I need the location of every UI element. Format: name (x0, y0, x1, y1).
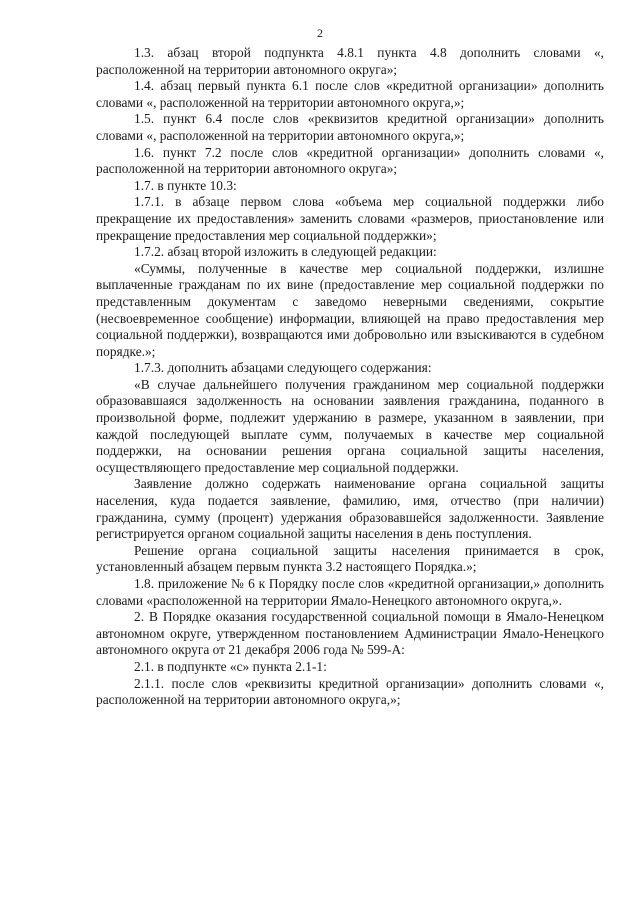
paragraph-1-7-3: 1.7.3. дополнить абзацами следующего содержания: (134, 360, 432, 376)
paragraph-1-4: 1.4. абзац первый пункта 6.1 после слов «кредитной организации» дополнить словами «, расположенной на территории автономного округа,»; (96, 78, 604, 110)
quote-decision-term: Решение органа социальной защиты населения принимается в срок, установленный абзацем первым пункта 3.2 настоящего Порядка.»; (96, 542, 604, 575)
paragraph-1-7-1: 1.7.1. в абзаце первом слова «объема мер социальной поддержки либо прекращение их предоставления» заменить словами «размеров, приостановление или прекращение предоставления мер социальной поддержки»; (96, 194, 604, 243)
paragraph-1-6: 1.6. пункт 7.2 после слов «кредитной организации» дополнить словами «, расположенной на территории автономного округа»; (96, 144, 604, 177)
paragraph-2: 2. В Порядке оказания государственной социальной помощи в Ямало-Ненецком автономном округе, утвержденном постановлением Администрации Ямало-Ненецкого автономного округа от 21 декабря 2006 года № 599-А: (96, 609, 604, 658)
quote-application-content: Заявление должно содержать наименование органа социальной защиты населения, куда подается заявление, фамилию, имя, отчество (при наличии) гражданина, сумму (процент) удержания образовавшейся задолженности. Заявление регистрируется органом социальной защиты населения в день поступления. (96, 476, 604, 542)
paragraph-1-7: 1.7. в пункте 10.3: (134, 177, 237, 193)
quote-debt-withholding: «В случае дальнейшего получения гражданином мер социальной поддержки образовавшаяся задолженность на основании заявления гражданина, поданного в произвольной форме, подлежит удержанию в размере, указанном в заявлении, при каждой последующей выплате сумм, получаемых в качестве мер социальной поддержки, на основании решения органа социальной защиты населения, осуществляющего предоставление мер социальной поддержки. (96, 376, 604, 475)
document-body (96, 45, 604, 709)
quote-returned-sums: «Суммы, полученные в качестве мер социальной поддержки, излишне выплаченные гражданам по их вине (предоставление мер социальной поддержки по представленным документам с заведомо неверными сведениями, сокрытие (несвоевременное сообщение) информации, влияющей на право предоставления мер социальной поддержки), возвращаются ими добровольно или взыскиваются в судебном порядке.»; (96, 260, 604, 359)
paragraph-1-7-2: 1.7.2. абзац второй изложить в следующей редакции: (134, 244, 437, 260)
paragraph-1-8: 1.8. приложение № 6 к Порядку после слов «кредитной организации,» дополнить словами «расположенной на территории Ямало-Ненецкого автономного округа,». (96, 576, 604, 608)
paragraph-2-1-1: 2.1.1. после слов «реквизиты кредитной организации» дополнить словами «, расположенной на территории автономного округа,»; (96, 675, 604, 708)
page-number: 2 (317, 26, 323, 40)
paragraph-1-3: 1.3. абзац второй подпункта 4.8.1 пункта 4.8 дополнить словами «, расположенной на территории автономного округа»; (96, 45, 604, 77)
paragraph-1-5: 1.5. пункт 6.4 после слов «реквизитов кредитной организации» дополнить словами «, расположенной на территории автономного округа,»; (96, 111, 604, 143)
paragraph-2-1: 2.1. в подпункте «с» пункта 2.1-1: (134, 658, 327, 674)
